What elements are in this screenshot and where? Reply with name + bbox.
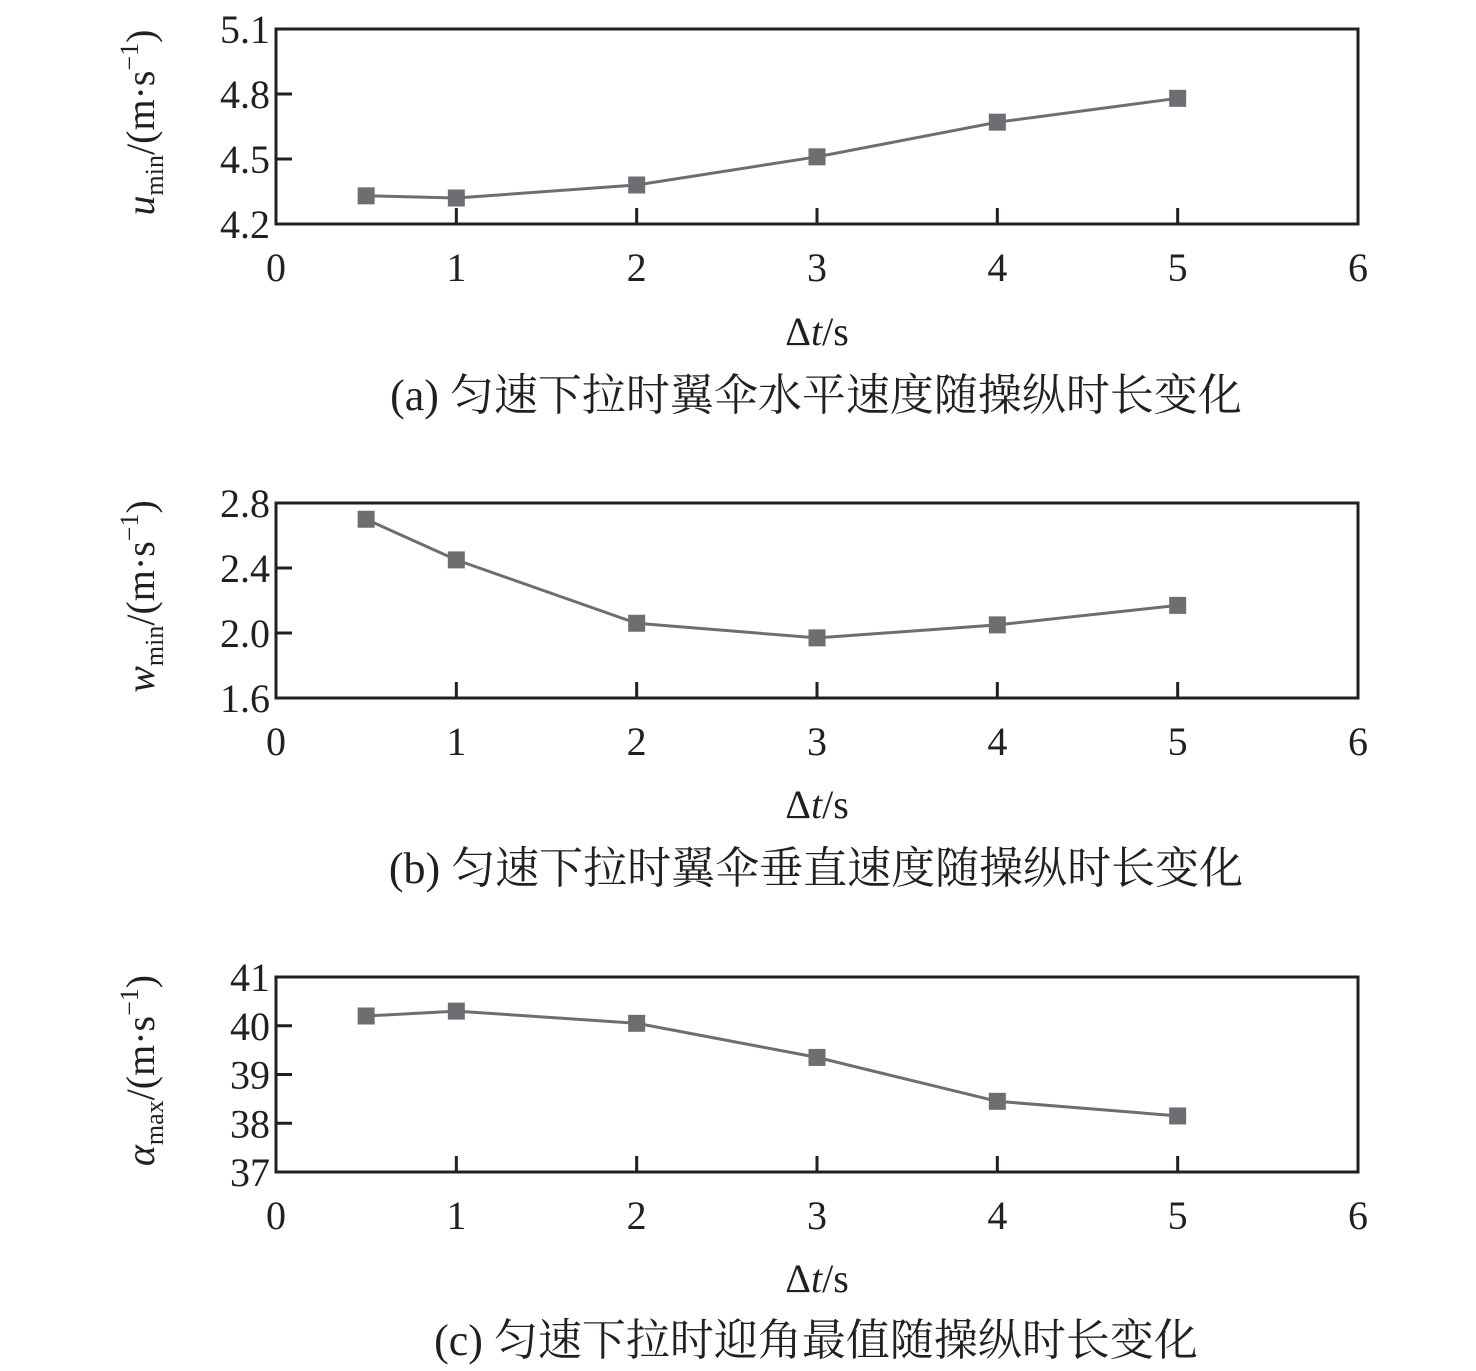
x-axis-symbol: Δ	[785, 309, 811, 354]
y-tick-label: 38	[230, 1101, 270, 1147]
panel-caption: (c) 匀速下拉时迎角最值随操纵时长变化	[434, 1316, 1198, 1365]
data-point-marker	[1169, 1107, 1186, 1124]
data-point-marker	[448, 190, 465, 207]
y-axis-superscript: −1	[115, 988, 144, 1016]
data-point-marker	[448, 1003, 465, 1020]
x-tick-label: 3	[807, 1193, 827, 1238]
x-tick-label: 2	[626, 719, 647, 764]
data-point-marker	[1169, 90, 1186, 107]
y-axis-label	[115, 30, 169, 216]
x-axis-variable: t	[810, 1256, 823, 1301]
chart-panel-b	[115, 481, 1368, 893]
data-point-marker	[628, 615, 645, 632]
x-tick-label: 0	[266, 719, 286, 764]
x-axis-label	[785, 309, 849, 354]
y-tick-label: 4.2	[220, 202, 270, 247]
x-axis-symbol: Δ	[785, 1256, 811, 1301]
plot-frame	[276, 977, 1358, 1172]
x-tick-label: 4	[987, 719, 1008, 764]
y-tick-label: 5.1	[220, 7, 270, 52]
y-axis-label	[115, 975, 169, 1166]
y-axis-variable: α	[118, 1145, 163, 1167]
y-tick-label: 41	[230, 955, 270, 1000]
x-axis-label	[785, 782, 849, 827]
x-axis-variable: t	[810, 309, 823, 354]
x-axis-symbol: Δ	[785, 782, 811, 827]
y-tick-label: 39	[230, 1052, 270, 1098]
y-axis-superscript: −1	[115, 513, 144, 542]
y-axis-close-paren: )	[118, 29, 163, 43]
y-axis-close-paren: )	[118, 500, 163, 514]
y-axis-label	[115, 500, 169, 693]
x-tick-label: 4	[987, 245, 1008, 290]
x-tick-label: 5	[1167, 1193, 1188, 1238]
x-tick-label: 2	[626, 245, 647, 290]
series-line	[366, 1011, 1177, 1116]
series-line	[366, 98, 1177, 198]
y-tick-label: 4.5	[220, 137, 270, 182]
x-tick-label: 1	[446, 719, 467, 764]
y-tick-label: 2.0	[220, 611, 270, 656]
series-line	[366, 519, 1177, 638]
y-axis-unit: /(m·s	[118, 70, 163, 155]
chart-panel-a	[115, 7, 1368, 420]
x-axis-unit: /s	[822, 309, 849, 354]
data-point-marker	[809, 148, 826, 165]
y-tick-label: 4.8	[220, 72, 270, 117]
x-tick-label: 5	[1167, 245, 1188, 290]
y-tick-label: 40	[230, 1003, 270, 1049]
x-tick-label: 1	[446, 1193, 467, 1238]
y-tick-label: 2.8	[220, 481, 270, 526]
x-tick-label: 6	[1348, 1193, 1368, 1238]
x-tick-label: 6	[1348, 245, 1368, 290]
x-tick-label: 3	[807, 245, 827, 290]
y-axis-subscript: max	[140, 1100, 169, 1146]
plot-frame	[276, 29, 1358, 224]
x-tick-label: 3	[807, 719, 827, 764]
x-axis-unit: /s	[822, 782, 849, 827]
y-axis-subscript: min	[140, 625, 169, 667]
data-point-marker	[989, 616, 1006, 633]
data-point-marker	[358, 1008, 375, 1025]
x-axis-variable: t	[810, 782, 823, 827]
chart-panel-c	[115, 955, 1368, 1365]
x-tick-label: 0	[266, 245, 286, 290]
data-point-marker	[628, 1015, 645, 1032]
x-tick-label: 5	[1167, 719, 1188, 764]
y-tick-label: 37	[230, 1150, 270, 1195]
y-axis-superscript: −1	[115, 42, 144, 71]
y-axis-unit: /(m·s	[118, 541, 163, 626]
data-point-marker	[628, 177, 645, 194]
data-point-marker	[809, 629, 826, 646]
y-tick-label: 1.6	[220, 676, 270, 721]
y-axis-variable: w	[118, 666, 163, 693]
data-point-marker	[809, 1049, 826, 1066]
x-tick-label: 6	[1348, 719, 1368, 764]
plot-frame	[276, 503, 1358, 698]
x-axis-label	[785, 1256, 849, 1301]
panel-caption: (a) 匀速下拉时翼伞水平速度随操纵时长变化	[390, 371, 1242, 420]
x-tick-label: 1	[446, 245, 467, 290]
x-tick-label: 4	[987, 1193, 1008, 1238]
data-point-marker	[448, 551, 465, 568]
data-point-marker	[989, 1093, 1006, 1110]
x-tick-label: 2	[626, 1193, 647, 1238]
y-axis-close-paren: )	[118, 974, 163, 989]
data-point-marker	[989, 114, 1006, 131]
data-point-marker	[1169, 597, 1186, 614]
y-tick-label: 2.4	[220, 546, 270, 591]
data-point-marker	[358, 511, 375, 528]
y-axis-subscript: min	[140, 154, 169, 196]
data-point-marker	[358, 187, 375, 204]
panel-caption: (b) 匀速下拉时翼伞垂直速度随操纵时长变化	[388, 844, 1244, 893]
x-tick-label: 0	[266, 1193, 286, 1238]
y-axis-variable: u	[118, 195, 163, 216]
x-axis-unit: /s	[822, 1256, 849, 1301]
y-axis-unit: /(m·s	[118, 1015, 163, 1101]
